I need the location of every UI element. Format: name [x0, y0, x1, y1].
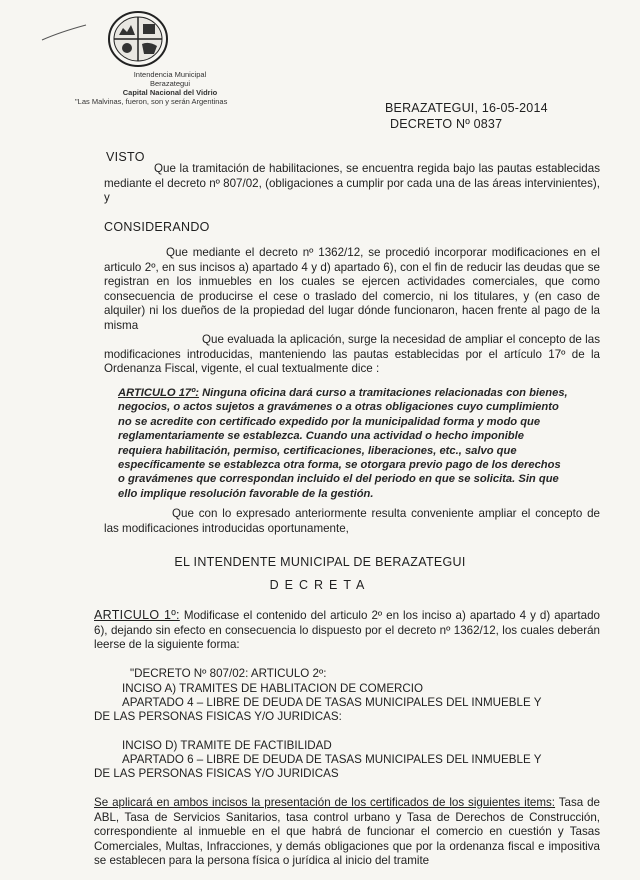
inciso-d-apartado: APARTADO 6 – LIBRE DE DEUDA DE TASAS MUNICIPALES DEL INMUEBLE Y [122, 753, 542, 766]
visto-text: Que la tramitación de habilitaciones, se encuentra regida bajo las pautas establecidas mediante el decreto nº 807/02, (obligaciones a cumplir por cada una de las áreas intervinientes), y [104, 162, 600, 205]
considerando-p2: Que evaluada la aplicación, surge la necesidad de ampliar el concepto de las modificaciones introducidas, manteniendo las pautas establecidas por el artículo 17º de la Ordenanza Fiscal, vigente, el cual textualmente dice : [104, 333, 600, 376]
considerando-heading: CONSIDERANDO [104, 220, 210, 234]
articulo-1-label: ARTICULO 1º: [94, 608, 180, 622]
inciso-d-title: INCISO D) TRAMITE DE FACTIBILIDAD [122, 739, 332, 752]
article-17-text: Ninguna oficina dará curso a tramitaciones relacionadas con bienes, negocios, o actos sujetos a gravámenes o a otras obligaciones cuyo cumplimiento no se acredite con certificado expedido por la municipalidad forma y modo que reglamentariamente se establezca. Cuando una actividad o hecho imponible requiera habilitación, permiso, certificaciones, liberaciones, etc., salvo que específicamente se establezca otra forma, se otorgara previo pago de los derechos o gravámenes que correspondan incluido el del periodo en que se solicita. Sin que ello implique resolución favorable de la gestión. [118, 387, 568, 500]
article-17-quote [118, 386, 568, 501]
articulo-1 [94, 608, 600, 653]
city-date: BERAZATEGUI, 16-05-2014 [385, 101, 548, 115]
inciso-a-title: INCISO A) TRAMITES DE HABLITACION DE COMERCIO [122, 682, 424, 695]
articulo-1-text: Modificase el contenido del articulo 2º en los inciso a) apartado 4 y d) apartado 6), dejando sin efecto en consecuencia lo dispuesto por el decreto nº 1362/12, los cuales deberán leerse de la siguiente forma: [94, 609, 600, 652]
inciso-a-cont: DE LAS PERSONAS FISICAS Y/O JURIDICAS: [94, 710, 342, 723]
decreta-heading: DECRETA [269, 578, 371, 592]
letterhead-line2: Berazategui [149, 79, 191, 88]
municipal-seal-icon [107, 10, 169, 68]
considerando-p1: Que mediante el decreto nº 1362/12, se procedió incorporar modificaciones en el articulo 2º, en sus incisos a) apartado 4 y d) apartado 6), con el fin de reducir las deudas que se registran en los inmuebles en los cuales se ejercen actividades comerciales, que como consecuencia de producirse el cese o traslado del comercio, ni los titulares, y (en caso de alquiler) ni los dueños de la propiedad del lugar dónde funcionaron, hacen frente al pago de la misma [104, 246, 600, 332]
visto-heading: VISTO [106, 150, 145, 164]
letterhead-motto: "Las Malvinas, fueron, son y serán Argentinas [75, 97, 228, 106]
final-text: Tasa de ABL, Tasa de Servicios Sanitarios, tasa control urbano y Tasa de Derechos de Construcción, correspondiente al inmueble en el que habrá de funcionar el comercio en cuestión y Tasas Comerciales, Multas, Infracciones, y demás obligaciones que por la ordenanza fiscal e impositiva se establecen para la persona física o jurídica al inicio del tramite [94, 796, 600, 868]
final-lead: Se aplicará en ambos incisos la presentación de los certificados de los siguientes items: [94, 796, 556, 809]
letterhead-line1: Intendencia Municipal [133, 70, 207, 79]
letterhead-line3: Capital Nacional del Vidrio [122, 88, 218, 97]
decree-807-title: "DECRETO Nº 807/02: ARTICULO 2º: [130, 667, 327, 680]
inciso-a-apartado: APARTADO 4 – LIBRE DE DEUDA DE TASAS MUNICIPALES DEL INMUEBLE Y [122, 696, 542, 709]
conclusion-text: Que con lo expresado anteriormente resulta conveniente ampliar el concepto de las modificaciones introducidas oportunamente, [104, 507, 600, 535]
decree-number: DECRETO Nº 0837 [390, 117, 503, 131]
article-17-label: ARTICULO 17º: [118, 387, 199, 399]
intendente-heading: EL INTENDENTE MUNICIPAL DE BERAZATEGUI [174, 555, 466, 569]
pen-mark-icon [40, 22, 88, 44]
inciso-d-cont: DE LAS PERSONAS FISICAS Y/O JURIDICAS [94, 767, 339, 780]
final-paragraph [94, 796, 600, 869]
